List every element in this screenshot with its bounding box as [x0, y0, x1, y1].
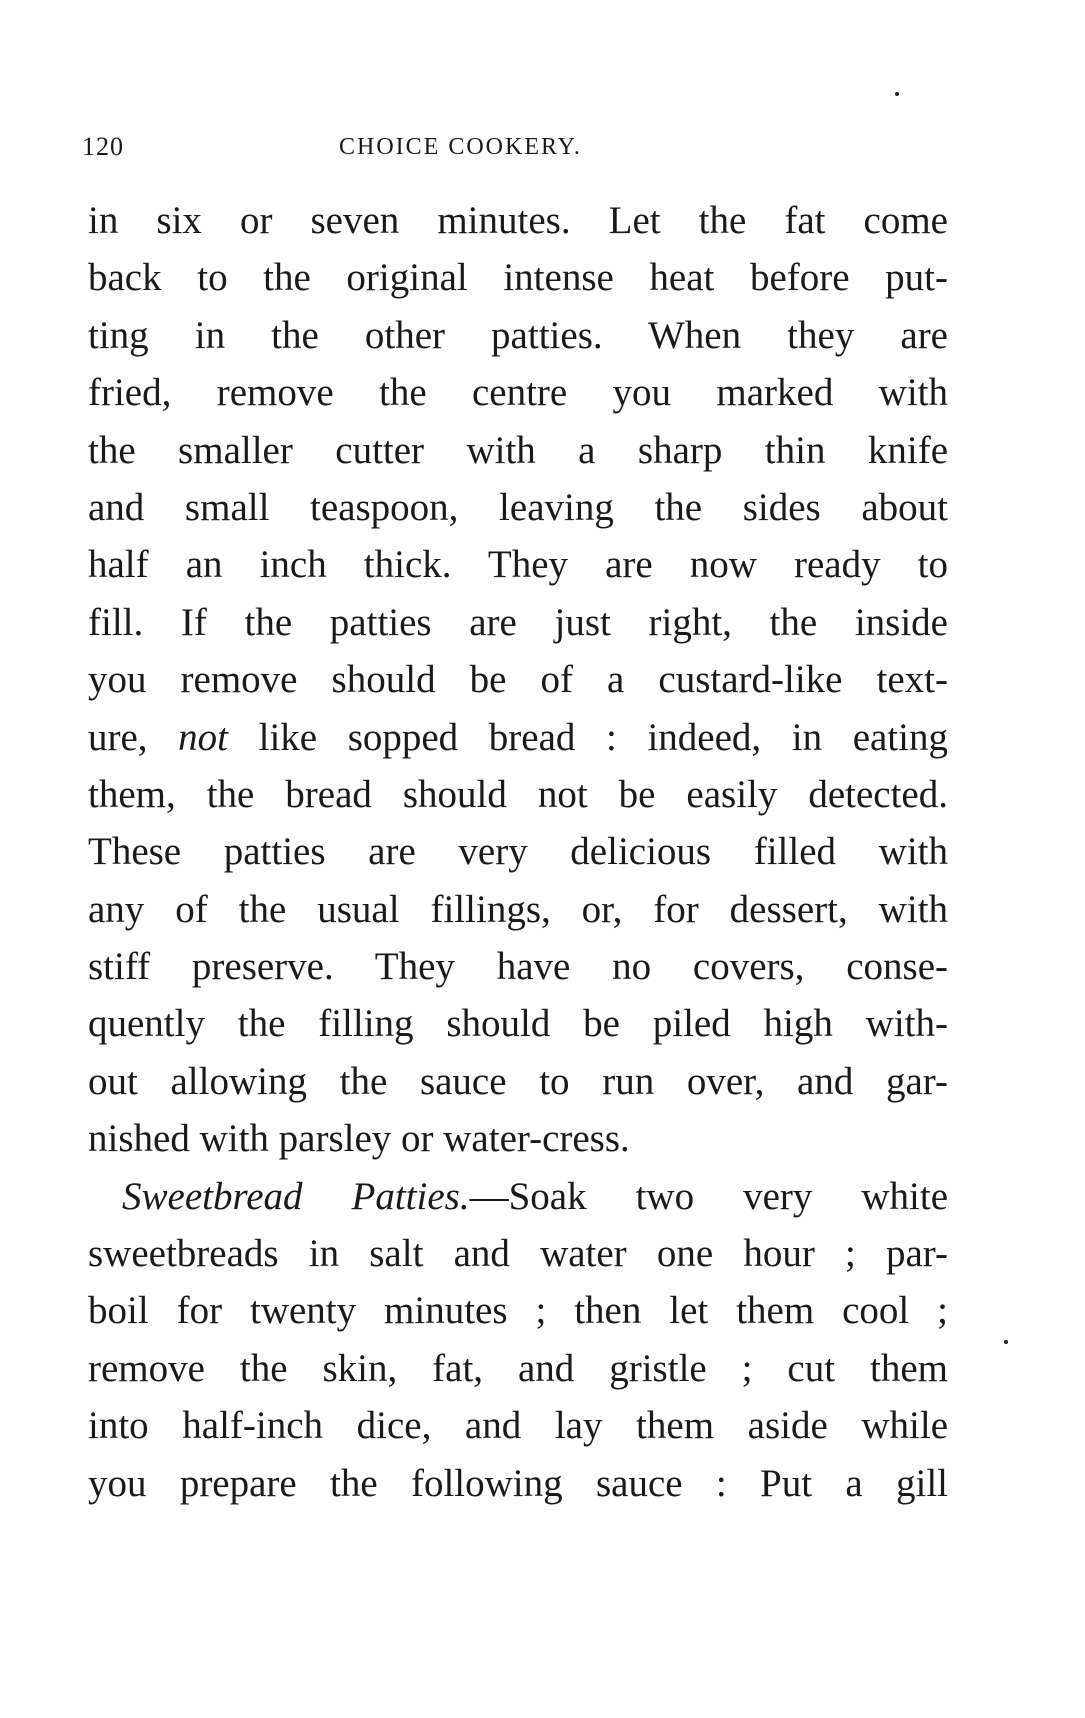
text-line: half an inch thick. They are now ready to — [88, 543, 948, 587]
text-line: nished with parsley or water-cress. — [88, 1117, 630, 1161]
italic-emphasis: not — [178, 715, 228, 759]
text-line: fill. If the patties are just right, the inside — [88, 600, 948, 644]
body-text — [88, 192, 948, 1512]
text-line — [88, 1168, 948, 1225]
text-line: sweetbreads in salt and water one hour ; par- — [88, 1232, 948, 1276]
text-line: stiff preserve. They have no covers, conse- — [88, 945, 948, 989]
text-line: ting in the other patties. When they are — [88, 313, 948, 357]
text-line: you remove should be of a custard-like text- — [88, 658, 948, 702]
text-run: ure, — [88, 715, 179, 759]
running-title: CHOICE COOKERY. — [339, 134, 582, 160]
text-line: in six or seven minutes. Let the fat come — [88, 199, 948, 242]
text-line: boil for twenty minutes ; then let them cool ; — [88, 1289, 948, 1333]
text-line: fried, remove the centre you marked with — [88, 371, 948, 415]
text-line: back to the original intense heat before put- — [88, 256, 948, 300]
ink-speck — [1004, 1340, 1008, 1344]
text-line: the smaller cutter with a sharp thin knife — [88, 428, 948, 472]
text-line: any of the usual fillings, or, for dessert, with — [88, 887, 948, 931]
text-run: —Soak two very white — [469, 1174, 948, 1218]
text-line: you prepare the following sauce : Put a gill — [88, 1461, 948, 1505]
text-line: into half-inch dice, and lay them aside while — [88, 1404, 948, 1448]
text-line — [88, 709, 948, 766]
running-head — [82, 132, 942, 172]
text-run: like sopped bread : indeed, in eating — [228, 715, 948, 759]
text-line: out allowing the sauce to run over, and gar- — [88, 1059, 948, 1103]
ink-speck — [895, 92, 899, 96]
text-line: and small teaspoon, leaving the sides about — [88, 485, 948, 529]
text-line: These patties are very delicious filled with — [88, 830, 948, 874]
text-line: remove the skin, fat, and gristle ; cut them — [88, 1346, 948, 1390]
page-number: 120 — [82, 132, 124, 161]
text-line: quently the filling should be piled high with- — [88, 1002, 948, 1046]
text-line: them, the bread should not be easily detected. — [88, 772, 948, 816]
section-heading-italic: Sweetbread Patties. — [122, 1174, 470, 1218]
